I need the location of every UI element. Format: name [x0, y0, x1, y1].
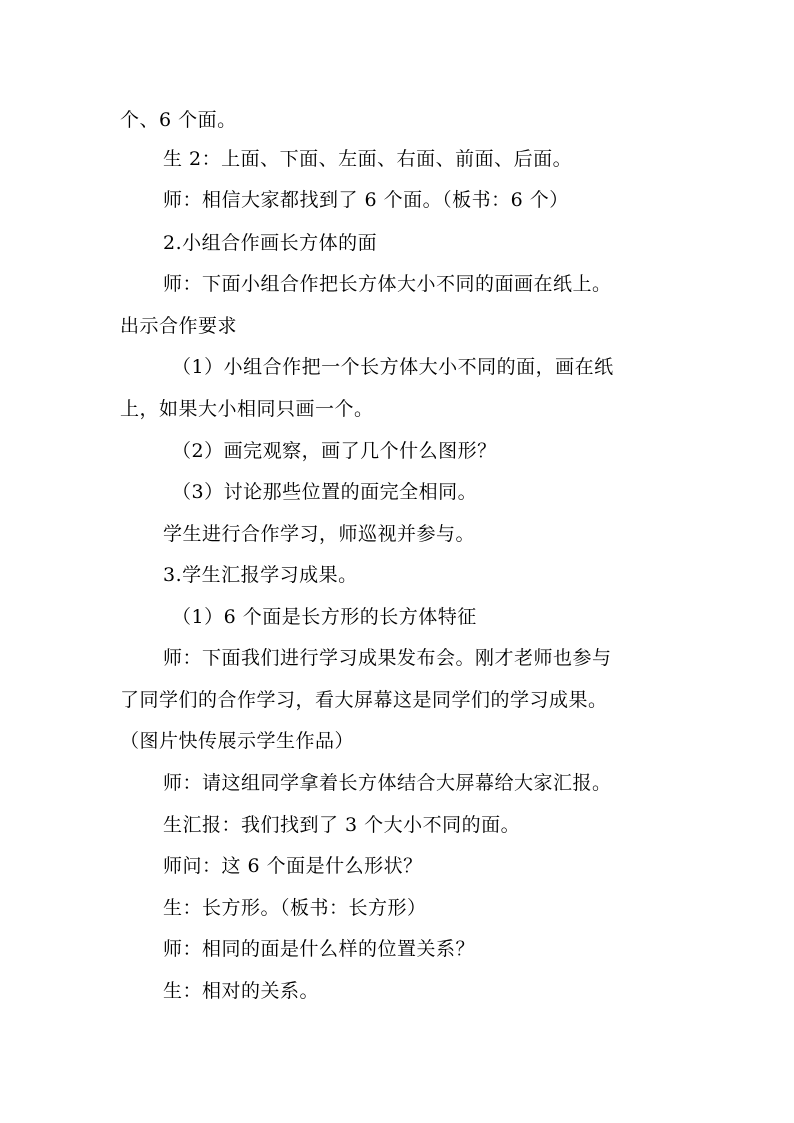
- text-line: 师：下面小组合作把长方体大小不同的面画在纸上。: [163, 273, 612, 295]
- list-item: （1）小组合作把一个长方体大小不同的面，画在纸: [172, 356, 614, 378]
- text-line: 生：相对的关系。: [163, 980, 320, 1002]
- list-item: （1）6 个面是长方形的长方体特征: [172, 606, 477, 628]
- list-item: （3）讨论那些位置的面完全相同。: [172, 481, 478, 503]
- text-line: 师：下面我们进行学习成果发布会。刚才老师也参与: [163, 647, 612, 669]
- text-line: 师：请这组同学拿着长方体结合大屏幕给大家汇报。: [163, 772, 612, 794]
- section-heading: 2.小组合作画长方体的面: [163, 232, 378, 254]
- list-item: （2）画完观察，画了几个什么图形？: [172, 440, 497, 462]
- text-line: 上，如果大小相同只画一个。: [120, 398, 374, 420]
- text-line: 师：相信大家都找到了 6 个面。（板书：6 个）: [163, 189, 569, 211]
- text-line: 了同学们的合作学习，看大屏幕这是同学们的学习成果。: [120, 689, 608, 711]
- text-line: 学生进行合作学习，师巡视并参与。: [163, 523, 476, 545]
- text-line: 生：长方形。（板书：长方形）: [163, 897, 427, 919]
- text-line: （图片快传展示学生作品）: [120, 730, 355, 752]
- text-line: 个、6 个面。: [120, 109, 237, 131]
- section-heading: 3.学生汇报学习成果。: [163, 564, 358, 586]
- text-line: 师：相同的面是什么样的位置关系？: [163, 938, 476, 960]
- text-line: 出示合作要求: [120, 315, 238, 337]
- text-line: 师问：这 6 个面是什么形状？: [163, 855, 423, 877]
- text-line: 生 2：上面、下面、左面、右面、前面、后面。: [163, 148, 573, 170]
- text-line: 生汇报：我们找到了 3 个大小不同的面。: [163, 814, 521, 836]
